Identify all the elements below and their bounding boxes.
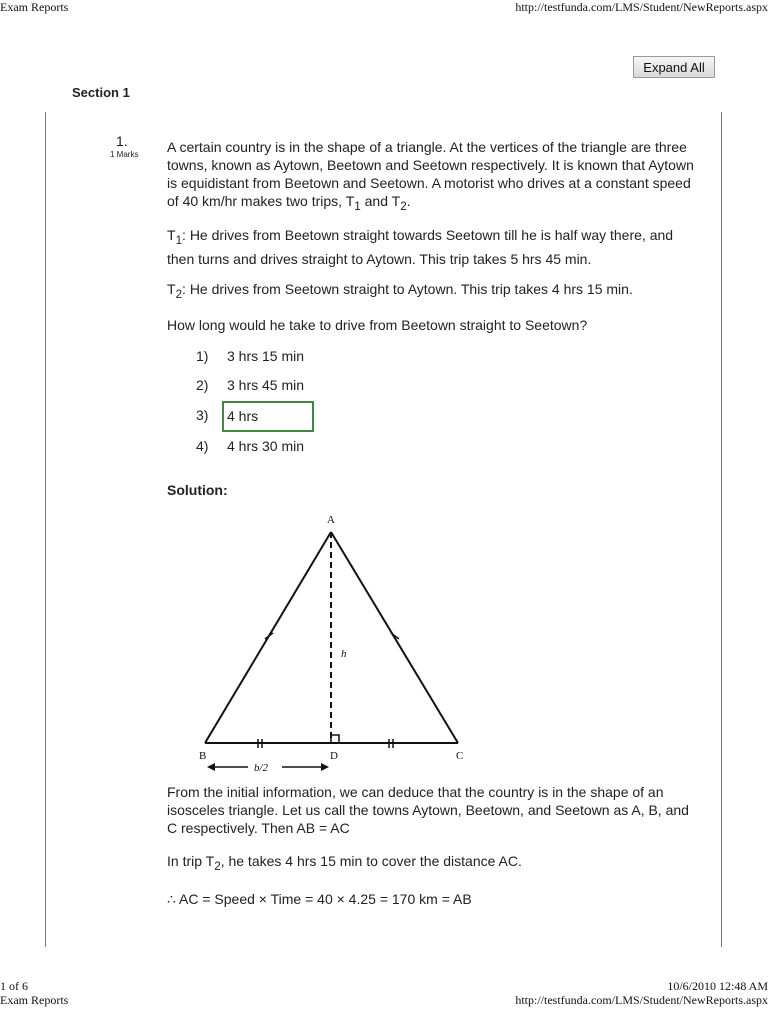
side-ac: [331, 532, 458, 743]
option-4-text[interactable]: 4 hrs 30 min: [227, 438, 305, 454]
footer-title: Exam Reports: [0, 993, 69, 1007]
isosceles-triangle-diagram: [190, 505, 490, 780]
solution-paragraph-2: In trip $T_2$, he takes 4 hrs 15 min to cover the distance AC.: [167, 853, 522, 873]
arrowhead-left: [207, 763, 215, 771]
option-1-number: 1): [196, 348, 209, 364]
header-title: Exam Reports: [0, 0, 69, 14]
right-border-line: [721, 112, 722, 947]
arrowhead-right: [321, 763, 329, 771]
option-3-number: 3): [196, 407, 209, 423]
label-b-half: b/2: [254, 762, 269, 774]
question-text-1: A certain country is in the shape of a triangle. At the vertices of the triangle are three towns, known as Aytown, Beetown and Seetown respectively. It is known that Aytown is equidistant from Beetown and Seetown. A motorist who drives at a constant speed of 40 km/hr makes two trips,: [167, 139, 694, 209]
solution-heading: Solution:: [167, 482, 228, 498]
question-number: 1.: [116, 133, 128, 149]
trip-t1-paragraph: $T_1$: He drives from Beetown straight towards Seetown till he is half way there, and then turns and drives straight to Aytown. This trip takes 5 hrs 45 min.: [167, 227, 674, 267]
label-b: B: [199, 750, 207, 762]
header-url: http://testfunda.com/LMS/Student/NewReports.aspx: [515, 0, 768, 14]
label-a: A: [327, 514, 335, 526]
trip-t2-paragraph: $T_2$: He drives from Seetown straight to Aytown. This trip takes 4 hrs 15 min.: [167, 281, 633, 301]
label-c: C: [456, 750, 464, 762]
option-1-text[interactable]: 3 hrs 15 min: [227, 348, 305, 364]
expand-all-button[interactable]: Expand All: [633, 56, 715, 78]
option-3-text[interactable]: 4 hrs: [227, 408, 259, 424]
option-2-text[interactable]: 3 hrs 45 min: [227, 377, 305, 393]
right-angle-mark: [331, 735, 339, 743]
question-paragraph: A certain country is in the shape of a triangle. At the vertices of the triangle are three towns, known as Aytown, Beetown and Seetown respectively. It is known that Aytown is equidistant from Beetown and Seetown. A motorist who drives at a constant speed of 40 km/hr makes two trips, $T_1$ and $T_2$.: [167, 139, 694, 213]
option-4-number: 4): [196, 438, 209, 454]
footer-page-count: 1 of 6: [0, 979, 28, 993]
footer-datetime: 10/6/2010 12:48 AM: [667, 979, 768, 993]
option-2-number: 2): [196, 377, 209, 393]
left-border-line: [45, 112, 46, 947]
solution-paragraph-1: From the initial information, we can deduce that the country is in the shape of an isosceles triangle. Let us call the towns Aytown, Beetown, and Seetown as A, B, and C respectively. Then AB = AC: [167, 784, 689, 836]
trip-t2-text: : He drives from Seetown straight to Aytown. This trip takes 4 hrs 15 min.: [182, 281, 633, 297]
question-marks: 1 Marks: [110, 150, 139, 159]
solution-paragraph-3: ∴ AC = Speed × Time = 40 × 4.25 = 170 km = AB: [167, 891, 472, 907]
label-h: h: [341, 648, 347, 660]
trip-t1-text: : He drives from Beetown straight towards Seetown till he is half way there, and then turns and drives straight to Aytown. This trip takes 5 hrs 45 min.: [167, 227, 674, 267]
question-prompt: How long would he take to drive from Beetown straight to Seetown?: [167, 317, 588, 333]
label-d: D: [330, 750, 338, 762]
section-title: Section 1: [72, 85, 130, 100]
footer-url: http://testfunda.com/LMS/Student/NewReports.aspx: [515, 993, 768, 1007]
